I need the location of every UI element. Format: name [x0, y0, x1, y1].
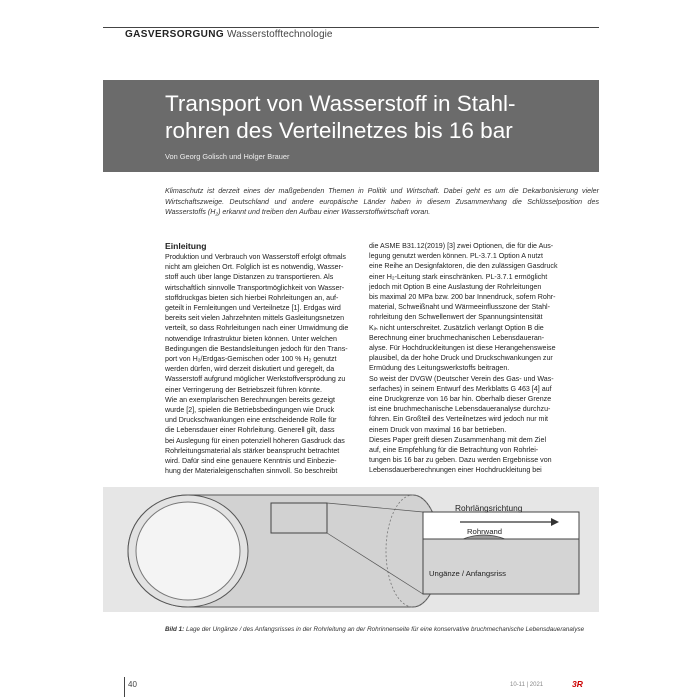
section-rule: [103, 27, 599, 28]
text-line: auf, eine Empfehlung für die Betrachtung von Rohrlei-: [369, 446, 539, 455]
text-line: Ermüdung des Leitungswerkstoffs beitragen.: [369, 364, 510, 373]
pipe-inner-wall: [136, 502, 240, 600]
authors: Von Georg Golisch und Holger Brauer: [165, 152, 290, 161]
text-line: wirtschaftlich sinnvolle Transportmöglichkeit von Wasser-: [165, 283, 345, 292]
text-line: führen. Ein Großteil des Verteilnetzes wird jedoch nur mit: [369, 415, 549, 424]
text-line: eine Druckgrenze von 16 bar hin. Oberhalb dieser Grenze: [369, 395, 552, 404]
text-line: notwendige Infrastruktur bieten können. Unter welchen: [165, 334, 337, 343]
text-line: einer H₂-Leitung stark einschränken. PL-3.7.1 ermöglicht: [369, 272, 548, 281]
text-line: Produktion und Verbrauch von Wasserstoff erfolgt oftmals: [165, 253, 346, 261]
text-line: Kᵢₕ nicht unterschreitet. Zusätzlich verlangt Option B die: [369, 323, 544, 332]
text-line: material, Schweißnaht und Wärmeeinflusszone der Stahl-: [369, 303, 550, 312]
text-line: Berechnung einer bruchmechanischen Lebensdaueran-: [369, 333, 545, 342]
text-line: bei Auslegung für einen potenziell höheren Gasdruck das: [165, 436, 345, 445]
article-title: [165, 90, 585, 144]
text-line: die ASME B31.12(2019) [3] zwei Optionen, die für die Aus-: [369, 242, 554, 250]
caption-label: Bild 1:: [165, 626, 185, 633]
text-line: geteilt in Fernleitungen und Verteilnetze [1]. Erdgas wird: [165, 304, 341, 313]
defect-label: Ungänze / Anfangsriss: [429, 569, 506, 578]
detail-wall: [423, 539, 579, 594]
page-number: 40: [128, 680, 137, 689]
text-line: bereits seit vielen Jahrzehnten mittels Gasleitungsnetzen: [165, 314, 345, 323]
arrow-label: Rohrlängsrichtung: [455, 503, 523, 513]
title-line: rohren des Verteilnetzes bis 16 bar: [165, 118, 513, 143]
text-line: einer Verringerung der Betriebszeit führen könnte.: [165, 385, 322, 394]
text-line: tungen bis 16 bar zu geben. Dazu werden Ergebnisse von: [369, 456, 552, 465]
text-line: Bedingungen die Bestandsleitungen jedoch für den Trans-: [165, 344, 348, 353]
text-line: serfaches) in seinem Entwurf des Merkblatts G 463 [4] auf: [369, 384, 552, 393]
text-line: legung genutzt werden können. PL-3.7.1 Option A nutzt: [369, 252, 543, 261]
text-line: hung der Materialeigenschaften sinnvoll. So beschreibt: [165, 467, 338, 476]
section-header: [125, 29, 333, 40]
text-line: nicht am gleichen Ort. Folglich ist es notwendig, Wasser-: [165, 263, 344, 272]
text-line: stoffdruckgas bieten sich hierbei Rohrleitungen an, auf-: [165, 293, 339, 302]
title-line: Transport von Wasserstoff in Stahl-: [165, 91, 516, 116]
pipe-diagram: [103, 487, 599, 612]
text-line: Dieses Paper greift diesen Zusammenhang mit dem Ziel: [369, 435, 547, 444]
text-line: stoff auch über lange Distanzen zu transportieren. Als: [165, 273, 334, 282]
text-line: eine Reihe an Designfaktoren, die den zulässigen Gasdruck: [369, 262, 558, 271]
section-heading: Einleitung: [165, 241, 207, 251]
text-line: ist eine bruchmechanische Lebensdaueranalyse durchzu-: [369, 405, 551, 414]
text-line: Wasserstoff aufgrund möglicher Werkstoffversprödung zu: [165, 375, 346, 384]
text-line: die Lebensdauer einer Rohrleitung. Generell gilt, dass: [165, 426, 335, 435]
section-topic: Wasserstofftechnologie: [227, 29, 333, 40]
figure-caption: [165, 625, 585, 635]
text-line: verteilt, so dass Rohrleitungen nach einer Umwidmung die: [165, 324, 349, 333]
wall-label: Rohrwand: [467, 527, 503, 536]
journal-logo: 3R: [572, 679, 583, 689]
text-line: werden dürfen, wird derzeit diskutiert und geregelt, da: [165, 365, 335, 374]
text-line: Wie an exemplarischen Berechnungen bereits gezeigt: [165, 395, 335, 404]
text-column-right: [369, 241, 597, 476]
text-line: So weist der DVGW (Deutscher Verein des Gas- und Was-: [369, 374, 554, 383]
text-line: wird. Dafür sind eine genauere Kenntnis und Einbezie-: [165, 457, 337, 466]
figure-1: [103, 487, 599, 612]
text-line: wurde [2], spielen die Betriebsbedingungen wie Druck: [165, 406, 335, 415]
text-line: port von H₂/Erdgas-Gemischen oder 100 % H₂ genutzt: [165, 355, 337, 364]
issue-label: 10-11 | 2021: [510, 682, 544, 688]
footer-rule: [124, 677, 125, 697]
text-line: jedoch mit Option B eine Auslastung der Rohrleitungen: [369, 282, 542, 291]
text-line: plausibel, da der hohe Druck und Druckschwankungen zur: [369, 354, 553, 363]
section-category: GASVERSORGUNG: [125, 29, 225, 40]
text-line: und Druckschwankungen eine entscheidende Rolle für: [165, 416, 337, 425]
text-column-left: [165, 241, 371, 476]
text-line: rohrleitung den Schwellenwert der Spannungsintensität: [369, 313, 543, 322]
text-line: alyse. Für Hochdruckleitungen ist diese Herangehensweise: [369, 344, 556, 353]
text-line: Lebensdauerberechnungen einer Hochdruckleitung bei: [369, 466, 542, 475]
intro-paragraph: Klimaschutz ist derzeit eines der maßgebenden Themen in Politik und Wirtschaft. Dabei geht es um die Dekarbonisierung vieler Wirtschaftszweige. Deutschland und andere europäische Länder haben in diesem Zusammenhang die Schlüsselposition des Wasserstoffs $(H_2)$ erkannt und treiben den Aufbau einer Wasserstoffwirtschaft voran.: [165, 187, 599, 218]
text-line: einem Druck von maximal 16 bar betrieben.: [369, 425, 507, 434]
text-line: Rohrleitungsmaterial als stärker beansprucht betrachtet: [165, 446, 340, 455]
text-line: bis maximal 20 MPa bzw. 200 bar Innendruck, sofern Rohr-: [369, 293, 556, 302]
caption-text: Lage der Ungänze / des Anfangsrisses in der Rohrleitung an der Rohrinnenseite für eine konservative bruchmechanische Lebensdaueranalyse: [184, 626, 585, 633]
